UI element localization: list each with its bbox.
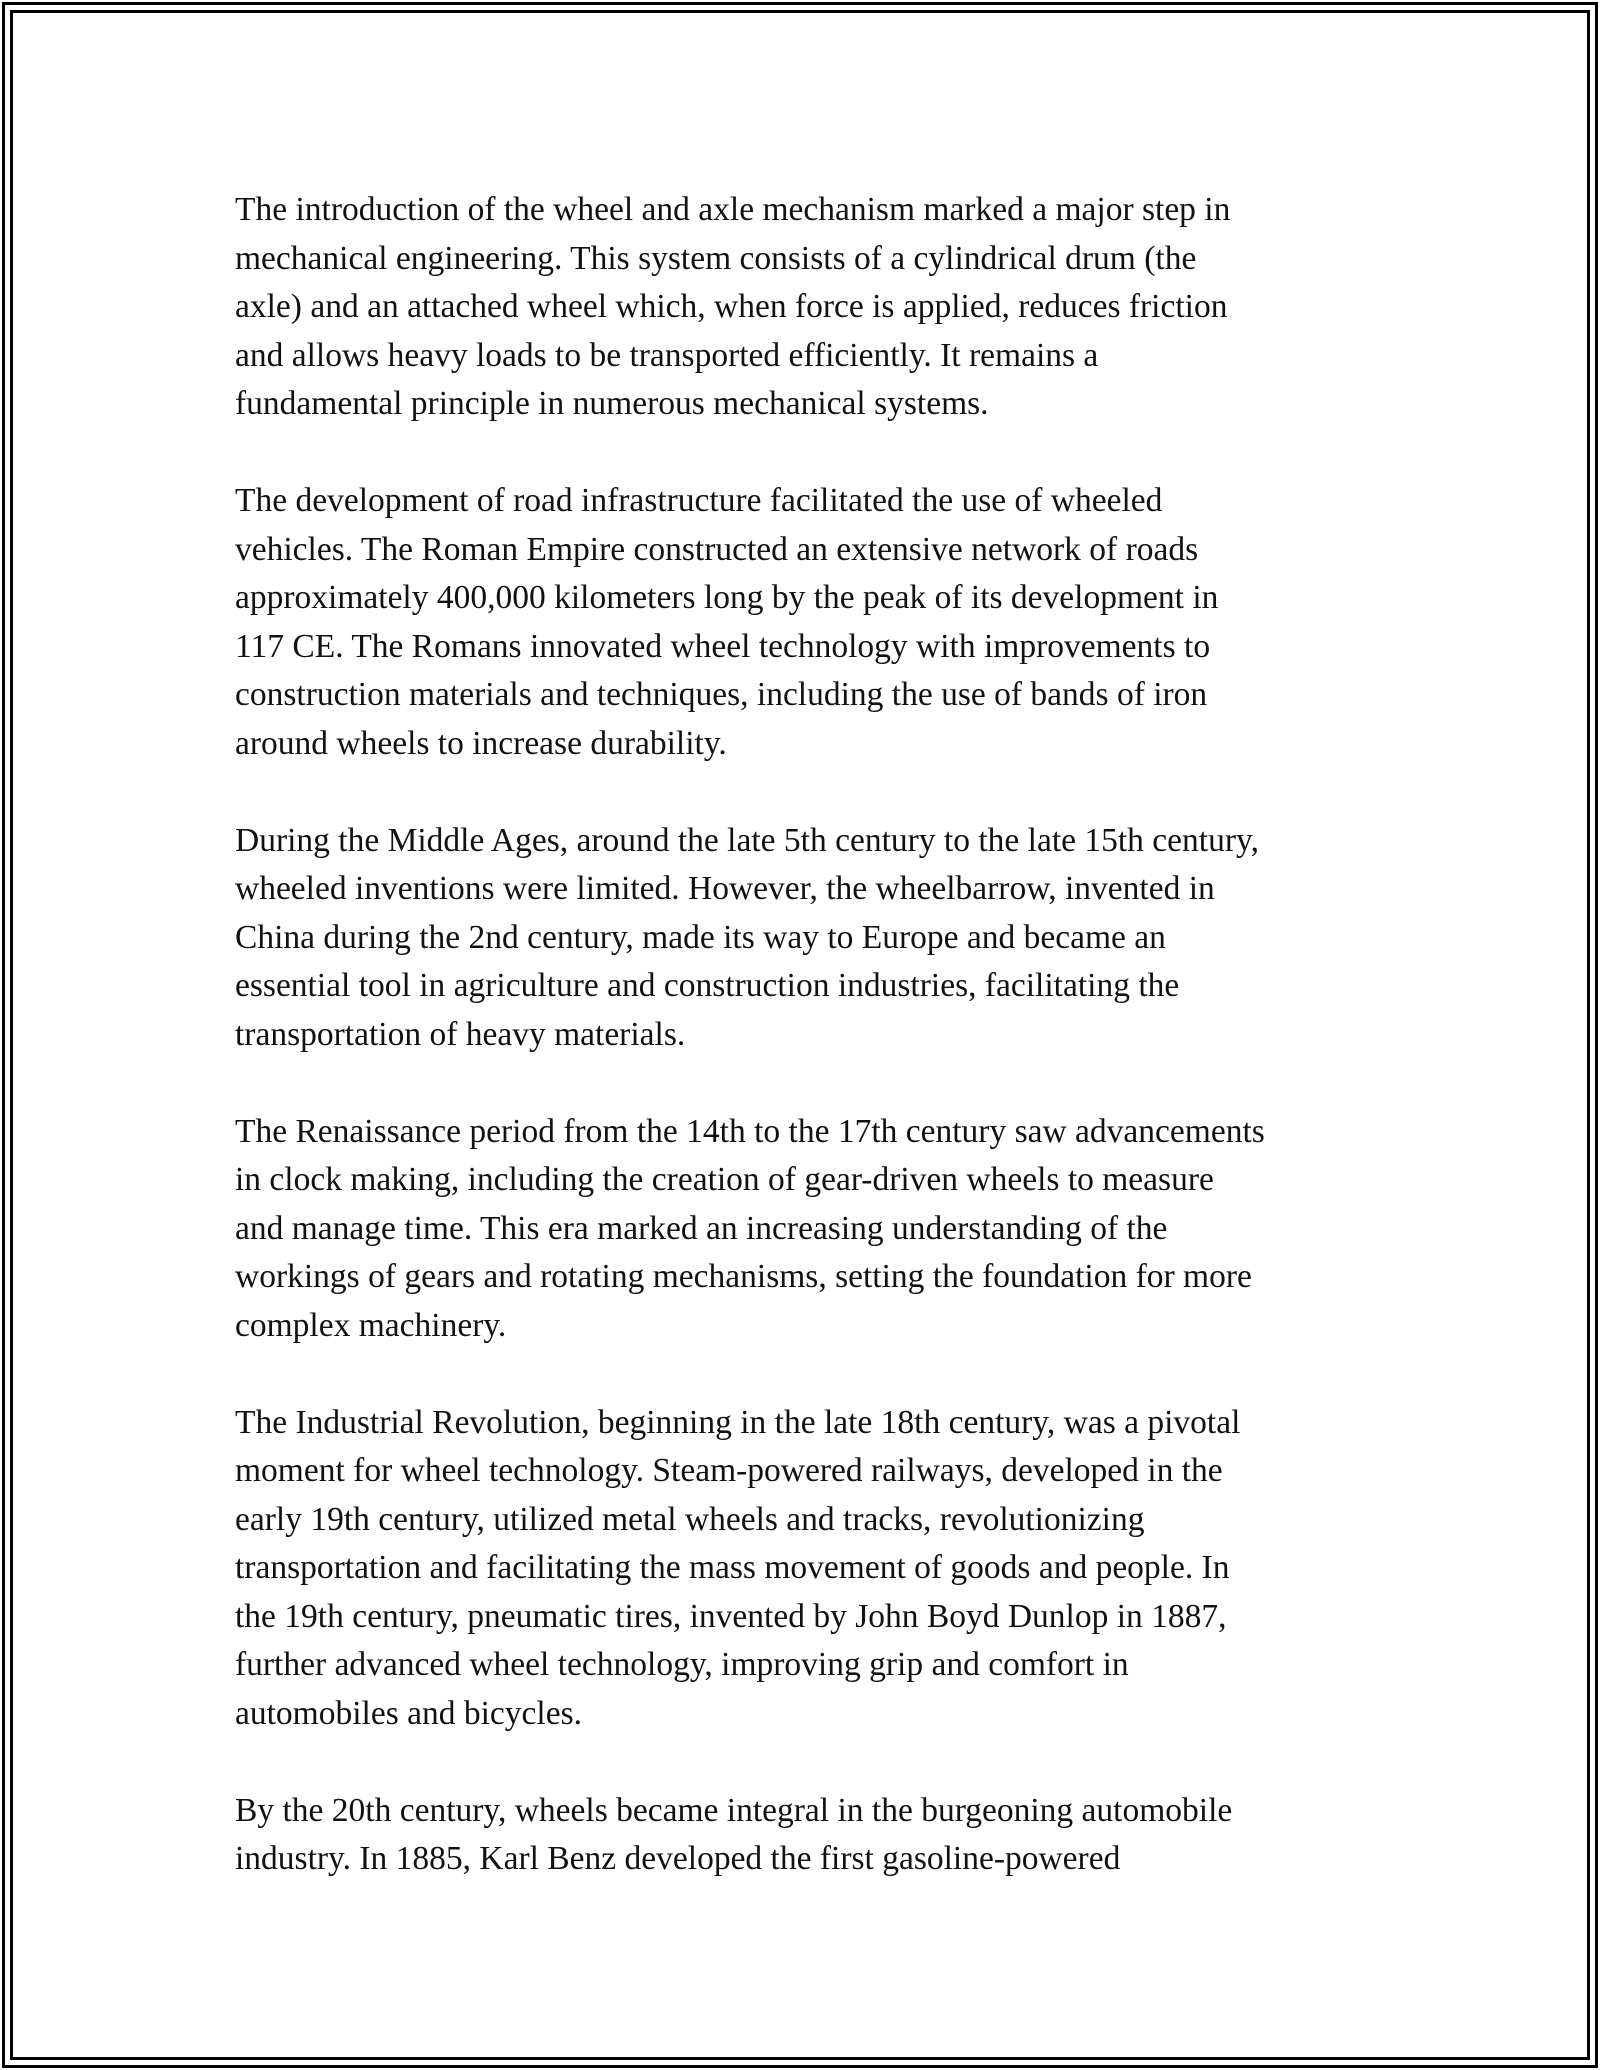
text-line: vehicles. The Roman Empire constructed an extensive network of roads [235,530,1199,568]
text-line: moment for wheel technology. Steam-powered railways, developed in the [235,1452,1223,1489]
text-line: automobiles and bicycles. [235,1694,583,1732]
text-line: complex machinery. [235,1306,507,1344]
paragraph-middle-ages [235,817,1365,1060]
text-line: The Industrial Revolution, beginning in the late 18th century, was a pivotal [235,1403,1241,1441]
document-body [235,186,1365,1932]
text-line: around wheels to increase durability. [235,724,727,762]
text-line: China during the 2nd century, made its way to Europe and became an [235,918,1166,956]
text-line: the 19th century, pneumatic tires, invented by John Boyd Dunlop in 1887, [235,1597,1227,1635]
text-line: 117 CE. The Romans innovated wheel technology with improvements to [235,627,1211,665]
paragraph-renaissance [235,1108,1365,1351]
text-line: early 19th century, utilized metal wheels and tracks, revolutionizing [235,1500,1145,1538]
text-line: During the Middle Ages, around the late 5th century to the late 15th century, [235,821,1259,859]
text-line: and allows heavy loads to be transported efficiently. It remains a [235,336,1099,374]
text-line: transportation and facilitating the mass movement of goods and people. In [235,1549,1230,1586]
paragraph-wheel-and-axle [235,186,1365,429]
text-line: axle) and an attached wheel which, when force is applied, reduces friction [235,288,1228,325]
text-line: further advanced wheel technology, improving grip and comfort in [235,1646,1129,1683]
text-line: industry. In 1885, Karl Benz developed the first gasoline-powered [235,1840,1121,1877]
paragraph-industrial-revolution [235,1399,1365,1739]
text-line: The Renaissance period from the 14th to the 17th century saw advancements [235,1112,1265,1150]
text-line: approximately 400,000 kilometers long by the peak of its development in [235,579,1219,616]
paragraph-20th-century [235,1787,1365,1884]
text-line: The introduction of the wheel and axle mechanism marked a major step in [235,191,1231,228]
text-line: in clock making, including the creation of gear-driven wheels to measure [235,1161,1214,1198]
text-line: fundamental principle in numerous mechanical systems. [235,385,989,422]
text-line: By the 20th century, wheels became integral in the burgeoning automobile [235,1791,1233,1829]
text-line: mechanical engineering. This system consists of a cylindrical drum (the [235,239,1197,277]
text-line: workings of gears and rotating mechanisms, setting the foundation for more [235,1258,1252,1295]
text-line: essential tool in agriculture and construction industries, facilitating the [235,967,1180,1004]
text-line: The development of road infrastructure facilitated the use of wheeled [235,482,1163,519]
text-line: wheeled inventions were limited. However, the wheelbarrow, invented in [235,870,1215,907]
text-line: transportation of heavy materials. [235,1015,686,1053]
paragraph-roman-roads [235,477,1365,768]
text-line: construction materials and techniques, including the use of bands of iron [235,676,1208,713]
text-line: and manage time. This era marked an increasing understanding of the [235,1209,1168,1247]
